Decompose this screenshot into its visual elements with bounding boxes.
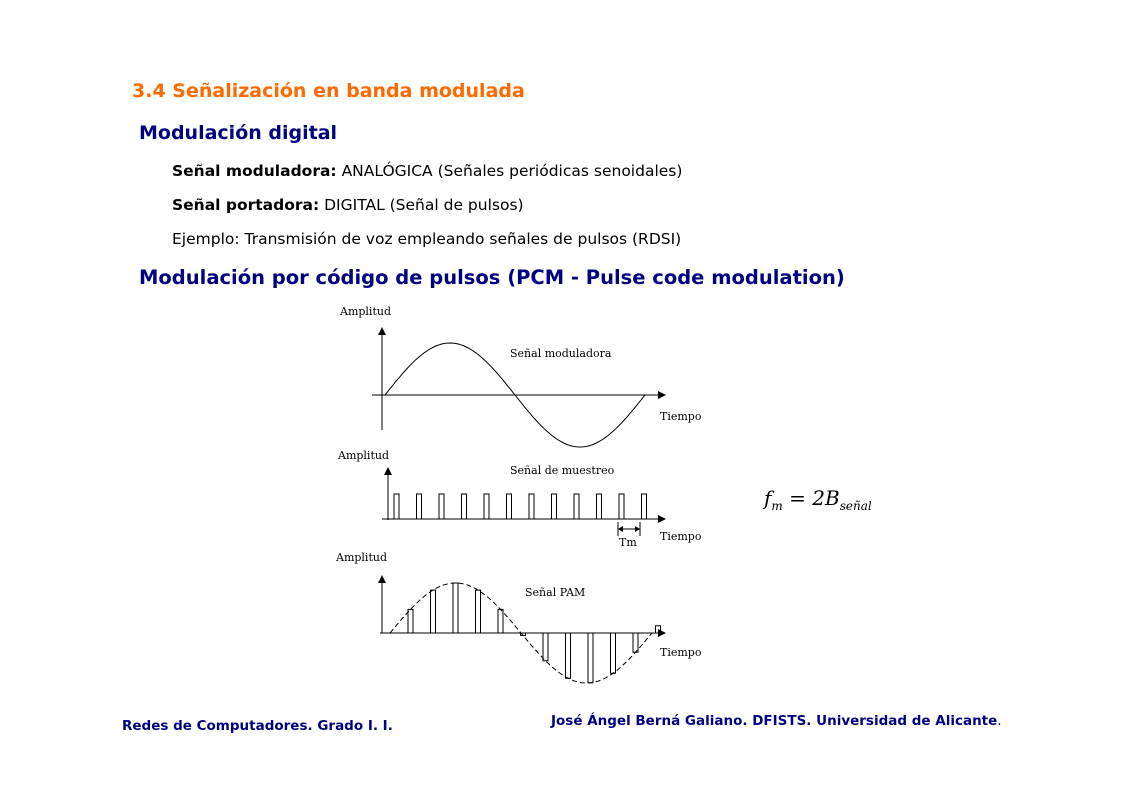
footer-course: Redes de Computadores. Grado I. I. [122,718,393,734]
formula-lhs: f [764,486,772,510]
period-label: Tm [619,536,637,549]
y-axis-label: Amplitud [340,305,391,318]
bullet-text: Ejemplo: Transmisión de voz empleando señales de pulsos (RDSI) [172,230,682,248]
signal-label: Señal de muestreo [510,464,615,477]
formula-rhs: = 2B [782,486,840,510]
x-axis-label: Tiempo [660,410,702,423]
formula-lhs-sub: m [771,499,783,513]
sampling-pulse-train [394,494,647,519]
bullet-text: ANALÓGICA (Señales periódicas senoidales) [336,162,683,180]
bullet-label: Señal moduladora: [172,162,337,180]
bullet-text: DIGITAL (Señal de pulsos) [319,196,524,214]
footer-author [551,713,1002,729]
section-title: 3.4 Señalización en banda modulada [132,80,525,102]
subtitle-digital-modulation: Modulación digital [139,122,338,144]
bullet-modulating-signal [172,162,682,180]
bullet-example [172,230,681,248]
y-axis-label: Amplitud [336,551,387,564]
x-axis-label: Tiempo [660,646,702,659]
footer-period: . [997,713,1002,729]
bullet-label: Señal portadora: [172,196,320,214]
pcm-figure [322,300,717,700]
formula-rhs-sub: señal [839,499,872,513]
signal-label: Señal moduladora [510,347,612,360]
x-axis-label: Tiempo [660,530,702,543]
footer-author-text: José Ángel Berná Galiano. DFISTS. Universidad de Alicante [551,713,998,729]
y-axis-label: Amplitud [338,449,389,462]
signal-label: Señal PAM [525,586,586,599]
subtitle-pcm: Modulación por código de pulsos (PCM - Pulse code modulation) [139,266,845,289]
bullet-carrier-signal [172,196,524,214]
sampling-formula [764,486,872,513]
